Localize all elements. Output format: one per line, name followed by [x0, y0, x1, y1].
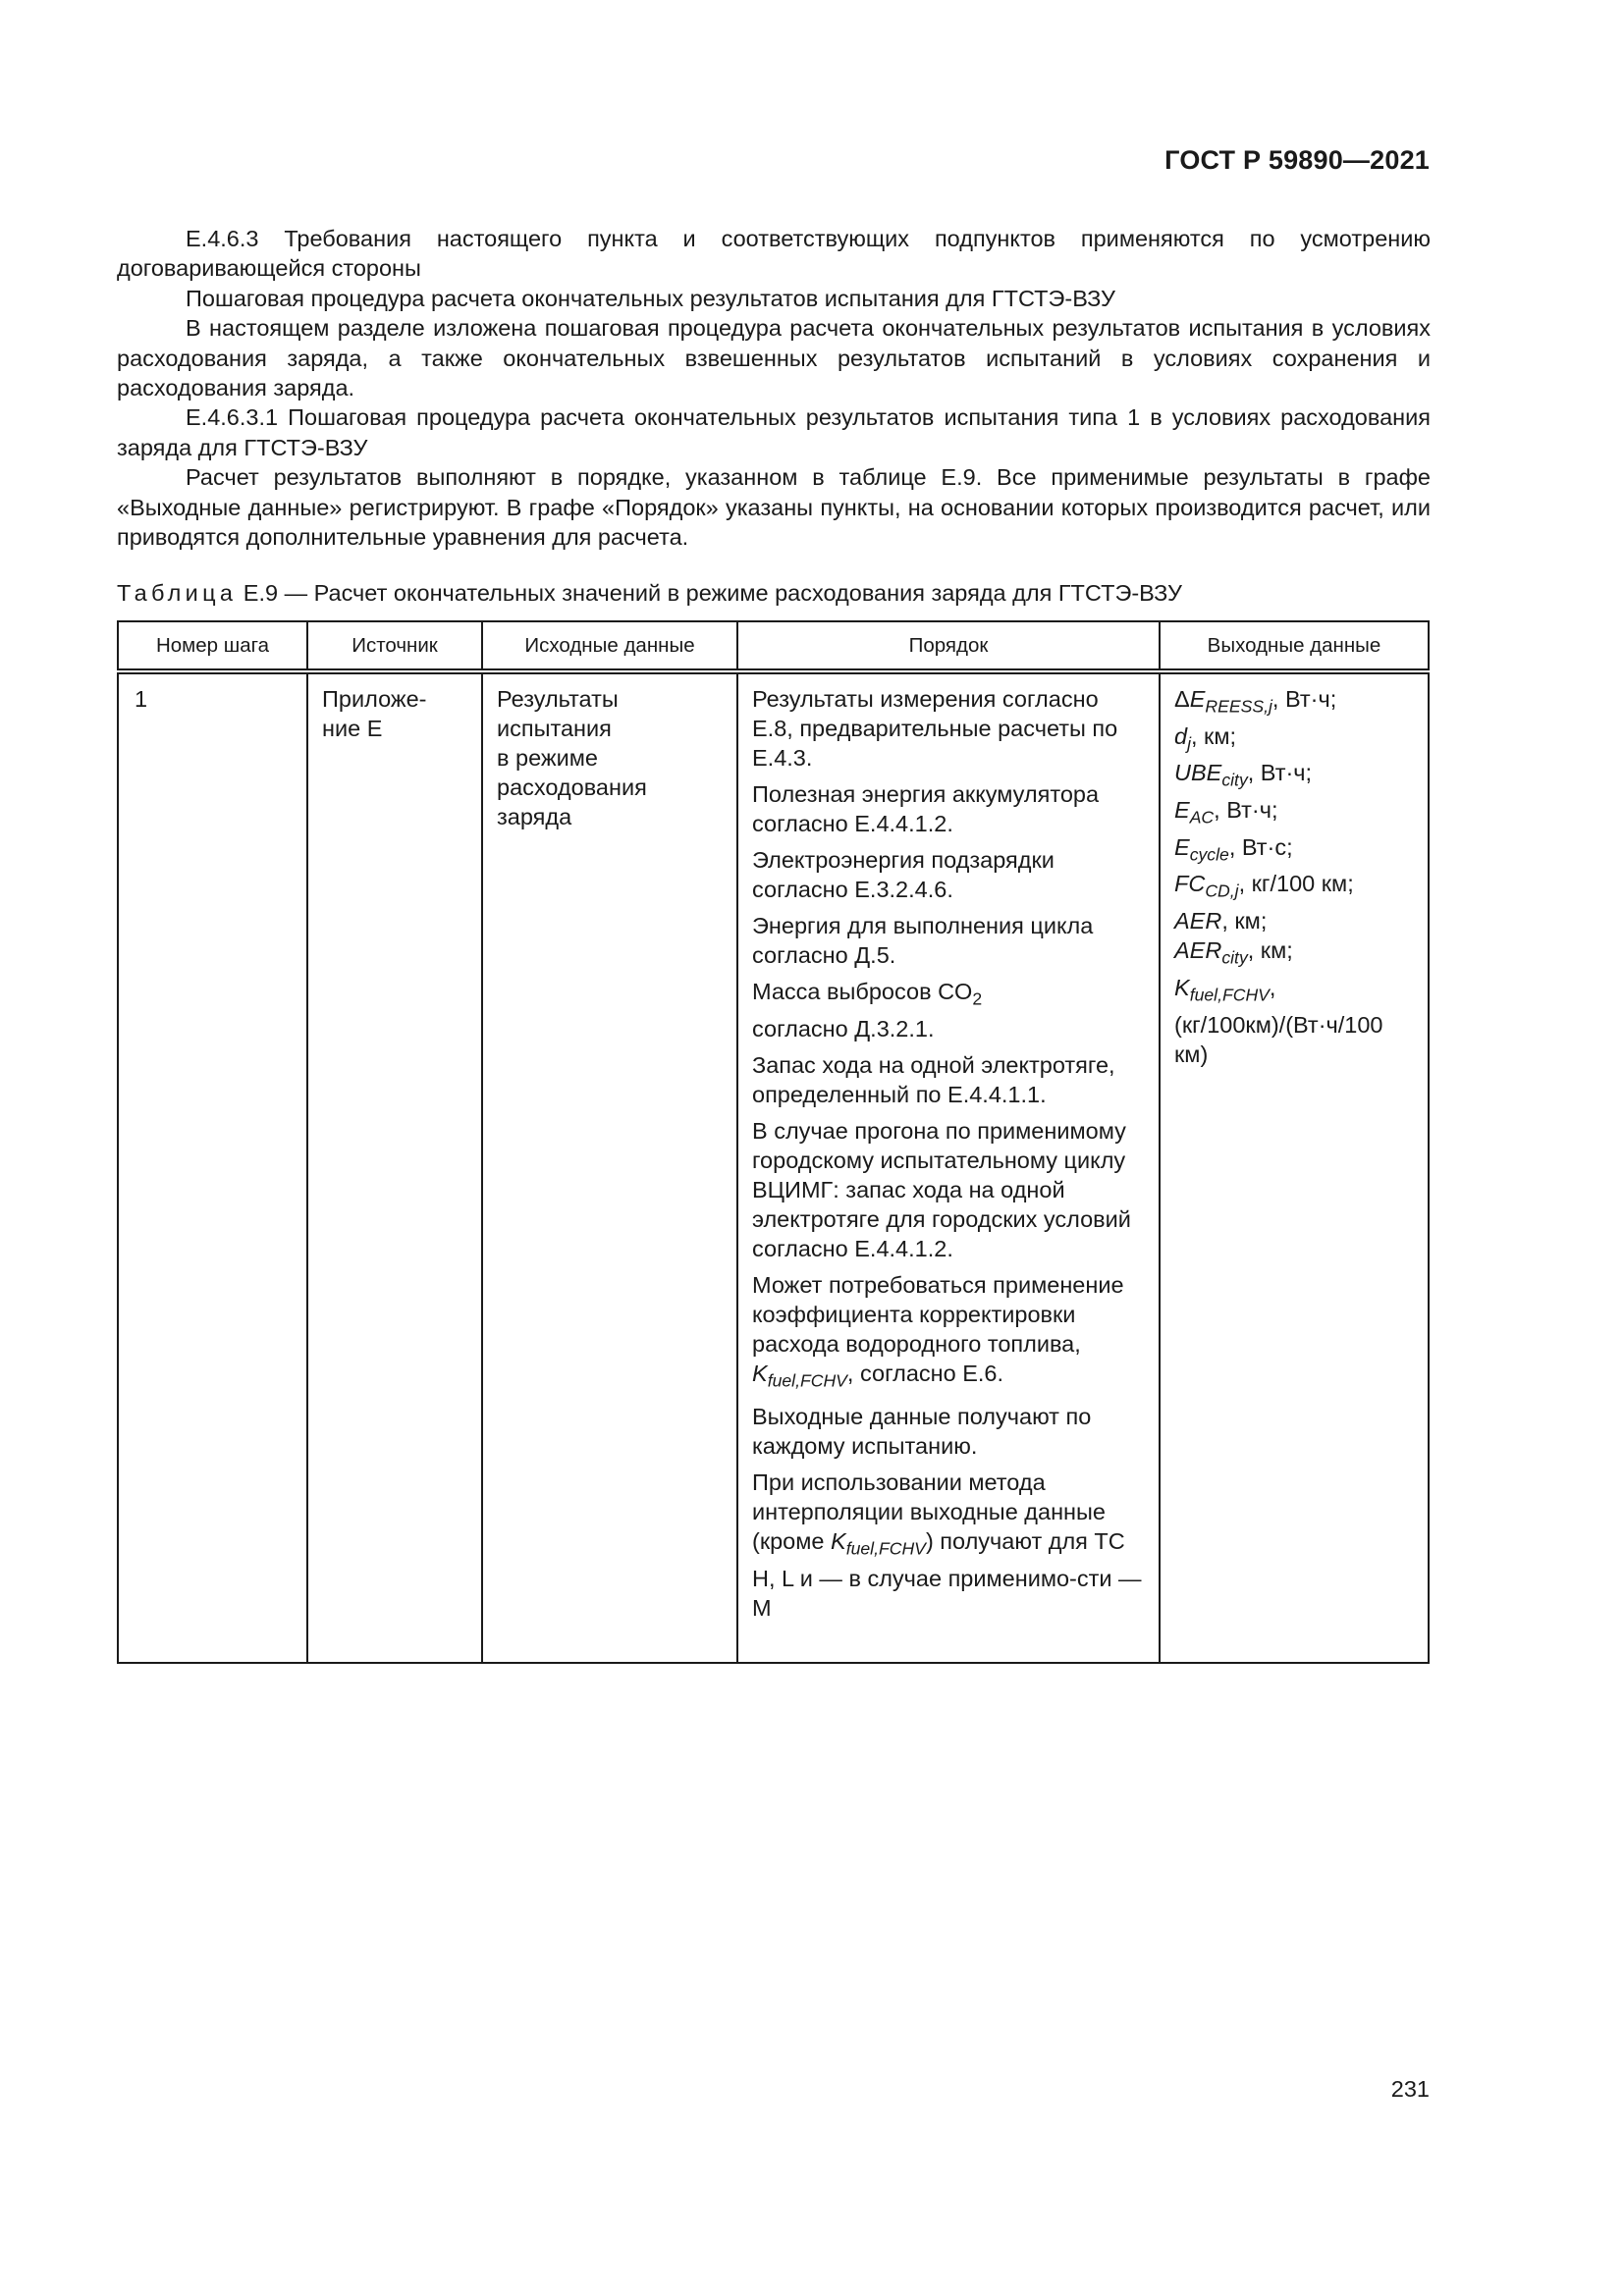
output-unit: , км; — [1191, 722, 1237, 749]
order-text-part: Может потребоваться применение коэффициента корректировки расхода водородного топлива, — [752, 1271, 1124, 1357]
order-step-text: Результаты измерения согласно Е.8, предварительные расчеты по Е.4.3. — [752, 686, 1118, 771]
cell-output-data — [1160, 671, 1429, 1663]
output-subscript: AC — [1189, 807, 1215, 828]
symbol-k: K — [831, 1528, 846, 1555]
output-item — [1174, 935, 1414, 973]
output-unit: , км; — [1247, 937, 1293, 964]
output-item — [1174, 906, 1414, 935]
output-symbol: K — [1174, 974, 1190, 1000]
order-text-part: ) получают для ТС H, L и — в случае применимо-сти — M — [752, 1528, 1142, 1622]
order-text-part: Масса выбросов CO — [752, 979, 973, 1004]
output-item — [1174, 1010, 1414, 1069]
subscript: fuel,FCHV — [845, 1539, 926, 1560]
table-row — [118, 671, 1429, 1663]
order-step-text: В случае прогона по применимому городскому испытательному циклу ВЦИМГ: запас хода на одной электротяге для городских условий согласно Е.4.4.1.2. — [752, 1117, 1131, 1261]
paragraph: В настоящем разделе изложена пошаговая процедура расчета окончательных результатов испытания в условиях расходования заряда, а также окончательных взвешенных результатов испытаний в условиях сохранения и расходования заряда. — [117, 315, 1431, 401]
output-item — [1174, 869, 1414, 906]
output-unit: , Вт·с; — [1228, 833, 1293, 860]
order-text-part: При использовании метода интерполяции выходные данные (кроме — [752, 1469, 1106, 1555]
output-subscript: j — [1187, 733, 1191, 754]
output-item — [1174, 684, 1414, 721]
header-source: Источник — [307, 621, 482, 671]
cell-step-number: 1 — [118, 671, 307, 1663]
order-step-text: Запас хода на одной электротяге, определенный по Е.4.4.1.1. — [752, 1051, 1115, 1107]
results-table — [117, 620, 1430, 1664]
order-step-text: Энергия для выполнения цикла согласно Д.5. — [752, 913, 1094, 968]
paragraph: Пошаговая процедура расчета окончательных результатов испытания для ГТСТЭ-ВЗУ — [186, 285, 1115, 311]
output-subscript: city — [1221, 947, 1248, 968]
output-unit: , км; — [1221, 908, 1268, 934]
table-caption-label: Таблица — [117, 580, 238, 606]
body-text — [117, 224, 1431, 552]
output-unit: , Вт·ч; — [1247, 760, 1313, 786]
output-item — [1174, 832, 1414, 870]
output-subscript: CD,j — [1205, 881, 1239, 902]
output-subscript: cycle — [1189, 844, 1229, 865]
output-symbol: E — [1174, 797, 1190, 824]
output-unit: , Вт·ч; — [1214, 797, 1278, 824]
order-text-part: , согласно Е.6. — [846, 1360, 1004, 1386]
order-step-text — [752, 1270, 1145, 1396]
output-symbol: ΔE — [1174, 686, 1206, 712]
header-input-data: Исходные данные — [482, 621, 737, 671]
table-caption-text: Е.9 — Расчет окончательных значений в режиме расходования заряда для ГТСТЭ-ВЗУ — [237, 580, 1182, 606]
output-subscript: REESS,j — [1205, 696, 1272, 717]
header-step-number: Номер шага — [118, 621, 307, 671]
cell-source: Приложе- ние Е — [307, 671, 482, 1663]
table-header-row — [118, 621, 1429, 671]
order-step-text — [752, 1468, 1145, 1623]
output-item — [1174, 721, 1414, 759]
header-order: Порядок — [737, 621, 1160, 671]
order-text-part: согласно Д.3.2.1. — [752, 1015, 935, 1041]
output-symbol: UBE — [1174, 760, 1222, 786]
output-symbol: E — [1174, 833, 1190, 860]
order-step-text: Полезная энергия аккумулятора согласно Е.4.4.1.2. — [752, 781, 1100, 836]
output-symbol: AER — [1174, 937, 1222, 964]
order-step-text: Электроэнергия подзарядки согласно Е.3.2.4.6. — [752, 847, 1055, 902]
output-unit: , — [1269, 974, 1276, 1000]
output-unit: , Вт·ч; — [1271, 686, 1337, 712]
symbol-k: K — [752, 1360, 768, 1386]
document-id: ГОСТ Р 59890—2021 — [1164, 145, 1430, 175]
output-item — [1174, 973, 1414, 1010]
paragraph: Е.4.6.3 Требования настоящего пункта и соответствующих подпунктов применяются по усмотрению договаривающейся стороны — [117, 226, 1431, 282]
output-subscript: fuel,FCHV — [1189, 985, 1270, 1005]
order-step-text — [752, 977, 1145, 1043]
subscript: fuel,FCHV — [767, 1370, 847, 1391]
output-subscript: city — [1221, 771, 1248, 791]
output-item — [1174, 795, 1414, 832]
header-output-data: Выходные данные — [1160, 621, 1429, 671]
order-step-text: Выходные данные получают по каждому испытанию. — [752, 1404, 1092, 1460]
output-item — [1174, 758, 1414, 795]
output-symbol: d — [1174, 722, 1188, 749]
table-caption — [117, 578, 1182, 608]
cell-input-data: Результаты испытания в режиме расходования заряда — [482, 671, 737, 1663]
subscript: 2 — [972, 988, 983, 1009]
output-unit: (кг/100км)/(Вт·ч/100 км) — [1174, 1011, 1383, 1067]
output-symbol: AER — [1174, 908, 1222, 934]
cell-order — [737, 671, 1160, 1663]
output-symbol: FC — [1174, 871, 1206, 897]
paragraph: Е.4.6.3.1 Пошаговая процедура расчета окончательных результатов испытания типа 1 в условиях расходования заряда для ГТСТЭ-ВЗУ — [117, 404, 1431, 460]
paragraph: Расчет результатов выполняют в порядке, указанном в таблице Е.9. Все применимые результаты в графе «Выходные данные» регистрируют. В графе «Порядок» указаны пункты, на основании которых производится расчет, или приводятся дополнительные уравнения для расчета. — [117, 464, 1431, 551]
page-number: 231 — [1390, 2076, 1430, 2102]
output-unit: , кг/100 км; — [1238, 871, 1354, 897]
